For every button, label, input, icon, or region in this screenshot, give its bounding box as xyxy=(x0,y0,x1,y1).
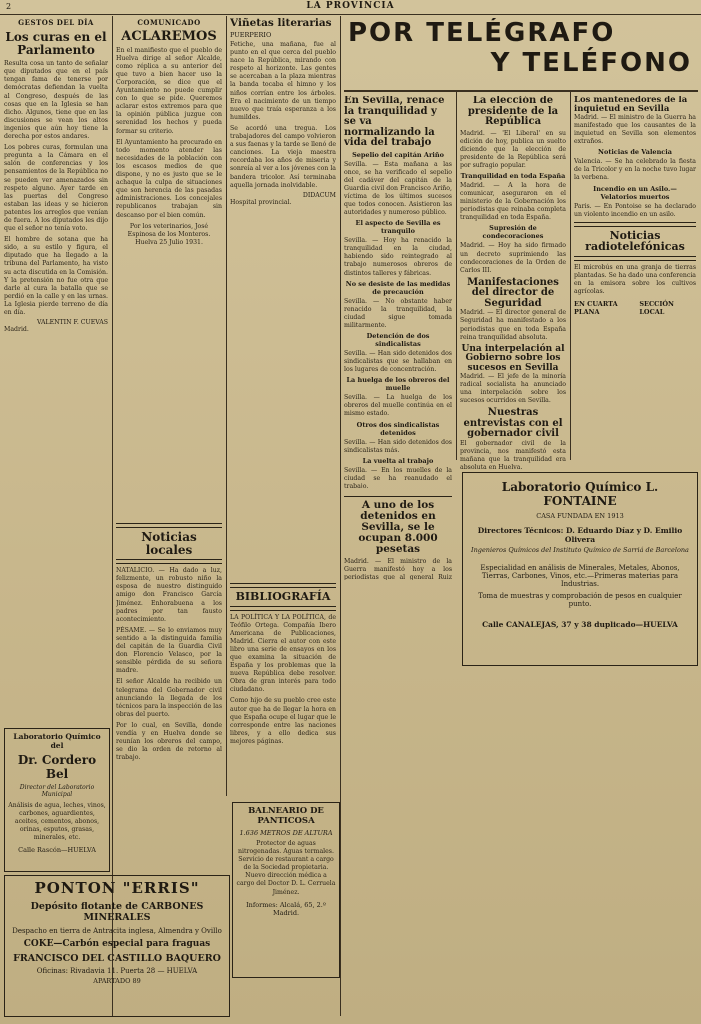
divider xyxy=(230,583,336,588)
ad-address: Calle Rascón—HUELVA xyxy=(18,846,96,855)
news-8000-pesetas xyxy=(344,496,452,580)
section-headline: BIBLIOGRAFÍA xyxy=(235,590,331,603)
article-body: El microbús en una granja de tierras plantadas. Se ha dado una conferencia en la emisora sobre los cultivos agrícolas. xyxy=(574,263,696,296)
article-body: Sevilla. — Han sido detenidos dos sindicalistas más. xyxy=(344,438,452,454)
article-body: El hombre de sotana que ha sido, a su estilo y figura, el diputado que ha llegado a la tribuna del Parlamento, ha visto su acta discutida en la Comisión. Y la pretensión no fue otra que darle al cura la batalla que se perdió en la calle y en las urnas. La Iglesia pierde terreno de día en día. xyxy=(4,236,108,316)
telegraph-banner xyxy=(344,18,698,88)
banner-rule xyxy=(344,90,698,92)
article-subhead: No se desiste de las medidas de precaución xyxy=(345,279,451,296)
article-headline: A uno de los detenidos en Sevilla, se le ocupan 8.000 pesetas xyxy=(358,499,438,556)
section-kicker: Viñetas literarias xyxy=(230,18,332,29)
ad-ponton-erris xyxy=(4,875,230,1017)
article-body: El gobernador civil de la provincia, nos manifestó esta mañana que la tranquilidad era absoluta en Huelva. xyxy=(460,439,566,472)
news-item: Por lo cual, en Sevilla, donde vendía y en Huelva donde se reunían los obreros del campo, se dio la orden de retorno al trabajo. xyxy=(116,721,222,762)
article-body: Sevilla. — La huelga de los obreros del muelle continúa en el mismo estado. xyxy=(344,394,452,418)
article-curas xyxy=(4,18,108,718)
ad-name: Dr. Cordero Bel xyxy=(17,753,97,781)
article-subhead: La vuelta al trabajo xyxy=(362,456,434,465)
article-body: Sevilla. — Esta mañana a las once, se ha verificado el sepelio del cadáver del capitán de la Guardia civil don Francisco Ariño, víctima de los últimos sucesos que todos conocen. Asistieron las autoridades y numeroso público. xyxy=(344,160,452,217)
column-rule xyxy=(340,16,341,1016)
article-body: Sevilla. — Hoy ha renacido la tranquilidad en la ciudad, habiendo sido reintegrado al trabajo numerosos obreros de distintos talleres y fábricas. xyxy=(344,237,452,277)
article-headline: En Sevilla, renace la tranquilidad y se va normalizando la vida del trabajo xyxy=(344,96,445,148)
banner-line-2: Y TELÉFONO xyxy=(490,48,692,78)
article-bibliografia xyxy=(230,580,336,795)
article-headline: Nuestras entrevistas con el gobernador civil xyxy=(463,407,563,440)
article-subhead: La huelga de los obreros del muelle xyxy=(346,376,450,393)
section-headline: Noticias radiotelefónicas xyxy=(585,228,685,254)
article-body: Madrid. — El ministro de la Guerra ha manifestado que los causantes de la inquietud en Sevilla son elementos extraños. xyxy=(574,113,696,146)
article-vinetas xyxy=(230,18,336,563)
ad-address: Calle CANALEJAS, 37 y 38 duplicado—HUELVA xyxy=(482,620,678,629)
ad-role: Director del Laboratorio Municipal xyxy=(19,784,95,798)
ad-address: Oficinas: Rivadavia 11. Puerta 28 — HUELVA xyxy=(36,967,198,975)
article-body: Fetiche, una mañana, fue al punto en el que cerca del pueblo nace la República, mirando con respeto al horizonte. Las gentes se acercaban a la plaza mientras la banda tocaba el himno y los niños corrían entre los árboles. Era el nacimiento de un tiempo nuevo que traía esperanza a los humildes. xyxy=(230,41,336,121)
article-signature: VALENTIN F. CUEVAS xyxy=(37,319,108,327)
article-footnote: Hospital provincial. xyxy=(230,198,292,206)
article-body: Madrid. — 'El Liberal' en su edición de hoy, publica un suelto diciendo que la elección de presidente de la República será por sufragio popular. xyxy=(460,129,566,169)
article-aclaremos xyxy=(116,18,222,518)
banner-line-1: POR TELÉGRAFO xyxy=(348,18,616,48)
section-kicker: COMUNICADO xyxy=(137,18,201,27)
article-headline: Los mantenedores de la inquietud en Sevilla xyxy=(574,96,688,114)
article-signature: DIDACUM xyxy=(302,191,336,199)
divider xyxy=(116,523,222,528)
article-body: El Ayuntamiento ha procurado en todo momento atender las necesidades de la población con los escasos medios de que dispone, y no es justo que se le achaque la culpa de situaciones que son herencia de las pasadas administraciones. Los concejales republicanos trabajan sin descanso por el bien común. xyxy=(116,138,222,219)
ad-balneario-panticosa xyxy=(232,802,340,978)
article-headline: Manifestaciones del director de Seguridad xyxy=(467,276,559,309)
article-subhead: Otros dos sindicalistas detenidos xyxy=(356,420,440,437)
ad-info: Informes: Alcalá, 65, 2.º Madrid. xyxy=(246,900,326,917)
article-subhead: Noticias de Valencia xyxy=(598,148,672,157)
ad-subtitle: 1.636 METROS DE ALTURA xyxy=(239,829,333,837)
article-title: PUERPERIO xyxy=(230,31,272,40)
ad-tomas: Toma de muestras y comprobación de pesos en cualquier punto. xyxy=(478,592,682,608)
article-body: Sevilla. — En los muelles de la ciudad se ha reanudado el trabajo. xyxy=(344,466,452,488)
article-headline: ACLAREMOS xyxy=(121,29,217,44)
news-item: NATALICIO. — Ha dado a luz, felizmente, un robusto niño la esposa de nuestro distinguido amigo don Francisco García Jiménez. Enhorabuena a los padres por tan fausto acontecimiento. xyxy=(116,567,222,623)
divider xyxy=(116,559,222,564)
article-date: Huelva 25 Julio 1931. xyxy=(135,238,203,246)
ad-titles: Ingenieros Químicos del Instituto Químico de Sarriá de Barcelona xyxy=(471,546,689,554)
article-body: Madrid. — Hoy ha sido firmado un decreto suprimiendo las condecoraciones de la Orden de Carlos III. xyxy=(460,242,566,274)
column-rule xyxy=(570,90,571,460)
ad-text: Protector de aguas nitrogenadas. Aguas termales. Servicio de restaurant a cargo de la Sociedad propietaria. Nuevo dirección médica a cargo del Doctor D. L. Cerruela Jiménez. xyxy=(236,840,336,896)
article-place: Madrid. xyxy=(4,326,29,334)
article-body: LA POLÍTICA Y LA POLÍTICA, de Teófilo Ortega. Compañía Ibero Americana de Publicaciones, Madrid. Cierra el autor con este libro una serie de ensayos en los que examina la situación de España y los problemas que la nueva República debe resolver. Obra de gran interés para todo ciudadano. xyxy=(230,613,336,694)
article-body: Madrid. — El director general de Seguridad ha manifestado a los periodistas que en toda España reina tranquilidad absoluta. xyxy=(460,309,566,341)
news-item: PÉSAME. — Se lo enviamos muy sentido a la distinguida familia del capitán de la Guardia Civil don Florencio Velasco, por la sensible pérdida de su señora madre. xyxy=(116,626,222,675)
article-subhead: Tranquilidad en toda España xyxy=(460,171,566,180)
ad-subtitle: Depósito flotante de CARBONES MINERALES xyxy=(30,901,204,923)
article-body: Madrid. — El ministro de la Guerra manifestó hoy a los periodistas que al general Ruiz xyxy=(344,558,452,580)
article-body: Sevilla. — No obstante haber renacido la tranquilidad, la ciudad sigue tomada militarmente. xyxy=(344,297,452,329)
article-body: Paris. — En Pontoise se ha declarado un violento incendio en un asilo. xyxy=(574,202,696,218)
ad-title: BALNEARIO DE PANTICOSA xyxy=(248,806,324,826)
article-subhead: Supresión de condecoraciones xyxy=(482,224,544,241)
ad-title: PONTON "ERRIS" xyxy=(34,879,200,897)
article-signature: Por los veterinarios, José Espinosa de los Monteros. xyxy=(127,222,211,238)
article-headline: Una interpelación al Gobierno sobre los sucesos en Sevilla xyxy=(461,343,565,373)
continuation-section: SECCIÓN LOCAL xyxy=(639,300,674,317)
article-body: Como hijo de su pueblo cree este autor que ha de llegar la hora en que España ocupe el lugar que le corresponde entre las naciones libres, y a ello dedica sus mejores páginas. xyxy=(230,697,336,745)
news-madrid xyxy=(460,96,566,488)
ad-laboratorio-cordero xyxy=(4,728,110,872)
article-body: Los pobres curas, formulan una pregunta a la Cámara en el salón de conferencias y los pensamientos de la República no se pueden ver amenazados sin respeto alguno. Ayer tarde en las puertas del Congreso estaban las ideas y se hicieron patentes los arreglos que venían de fuera. A los diputados les dijo que el señor no tenía voto. xyxy=(4,144,108,233)
ad-title: Laboratorio Químico L. FONTAINE xyxy=(501,480,659,508)
masthead: LA PROVINCIA xyxy=(306,1,395,11)
article-body: Valencia. — Se ha celebrado la fiesta de la Tricolor y en la noche tuvo lugar la verbena. xyxy=(574,158,696,182)
page-number: 2 xyxy=(6,2,12,11)
article-body: En el manifiesto que el pueblo de Huelva dirige al señor Alcalde, como réplica a su anterior del que tuvo a bien hacer uso la Corporación, se dice que el Ayuntamiento no puede cumplir con lo que se pide. Queremos aclarar estos extremos para que la opinión pública juzgue con serenidad los hechos y pueda formar su criterio. xyxy=(116,46,222,135)
continuation-label: EN CUARTA PLANA xyxy=(574,300,618,317)
ad-apartado: APARTADO 89 xyxy=(93,977,141,985)
ad-name: FRANCISCO DEL CASTILLO BAQUERO xyxy=(13,953,221,964)
news-various xyxy=(574,96,696,470)
ad-founded: CASA FUNDADA EN 1913 xyxy=(536,512,624,520)
article-headline: La elección de presidente de la República xyxy=(467,96,559,127)
ad-specialty: Especialidad en análisis de Minerales, Metales, Abonos, Tierras, Carbones, Vinos, etc.—Primeras materias para Industrias. xyxy=(480,564,680,588)
column-rule xyxy=(112,16,113,1016)
article-subhead: Sepelio del capitán Ariño xyxy=(352,150,444,159)
ad-laboratorio-fontaine xyxy=(462,472,698,666)
article-headline: Los curas en el Parlamento xyxy=(5,30,107,57)
ad-title: Laboratorio Químico del xyxy=(13,732,101,750)
section-headline: Noticias locales xyxy=(141,530,197,557)
ad-line: COKE—Carbón especial para fraguas xyxy=(23,939,211,949)
page-header xyxy=(0,0,701,15)
news-sevilla xyxy=(344,96,452,488)
divider xyxy=(574,256,696,261)
divider xyxy=(574,222,696,227)
article-body: Sevilla. — Han sido detenidos dos sindicalistas que se hallaban en los lugares de concentración. xyxy=(344,350,452,374)
ad-directors: Directores Técnicos: D. Eduardo Díaz y D. Emilio Olivera xyxy=(477,526,683,544)
column-rule xyxy=(226,16,227,796)
article-subhead: El aspecto de Sevilla es tranquilo xyxy=(355,219,441,236)
article-body: Madrid. — A la hora de comunicar, aseguraron en el ministerio de la Gobernación los periodistas que reinaba completa tranquilidad en toda España. xyxy=(460,181,566,222)
news-item: El señor Alcalde ha recibido un telegrama del Gobernador civil anunciando la llegada de los técnicos para la inspección de las obras del puerto. xyxy=(116,678,222,718)
ad-line: Despacho en tierra de Antracita inglesa, Almendra y Ovillo xyxy=(12,927,222,935)
divider xyxy=(230,606,336,611)
ad-text: Análisis de agua, leches, vinos, carbones, aguardientes, aceites, cementos, abonos, orinas, esputos, grasas, minerales, etc. xyxy=(8,802,106,842)
article-body: Resulta cosa un tanto de señalar que diputados que en el país tengan fama de tenerse por demócratas defiendan la vuelta al Congreso, después de las cosas que en la Iglesia se han dicho. Algunos, tiene que en las discusiones se vean los altos ingenios que aún hoy tiene la derecha por estos andares. xyxy=(4,60,108,141)
section-kicker: GESTOS DEL DÍA xyxy=(18,18,94,27)
article-body: Madrid. — El jefe de la minoría radical socialista ha anunciado una interpelación sobre los sucesos ocurridos en Sevilla. xyxy=(460,373,566,405)
article-subhead: Incendio en un Asilo.— Velatorios muertos xyxy=(593,184,677,201)
noticias-locales xyxy=(116,520,222,795)
column-rule xyxy=(456,90,457,460)
article-body: Se acordó una tregua. Los trabajadores del campo volvieron a sus faenas y la tarde se llenó de canciones. La vieja maestra recordaba los años de miseria y sonreía al ver a los jóvenes con la bandera tricolor. Así terminaba aquella jornada inolvidable. xyxy=(230,124,336,189)
article-subhead: Detención de dos sindicalistas xyxy=(366,332,430,348)
